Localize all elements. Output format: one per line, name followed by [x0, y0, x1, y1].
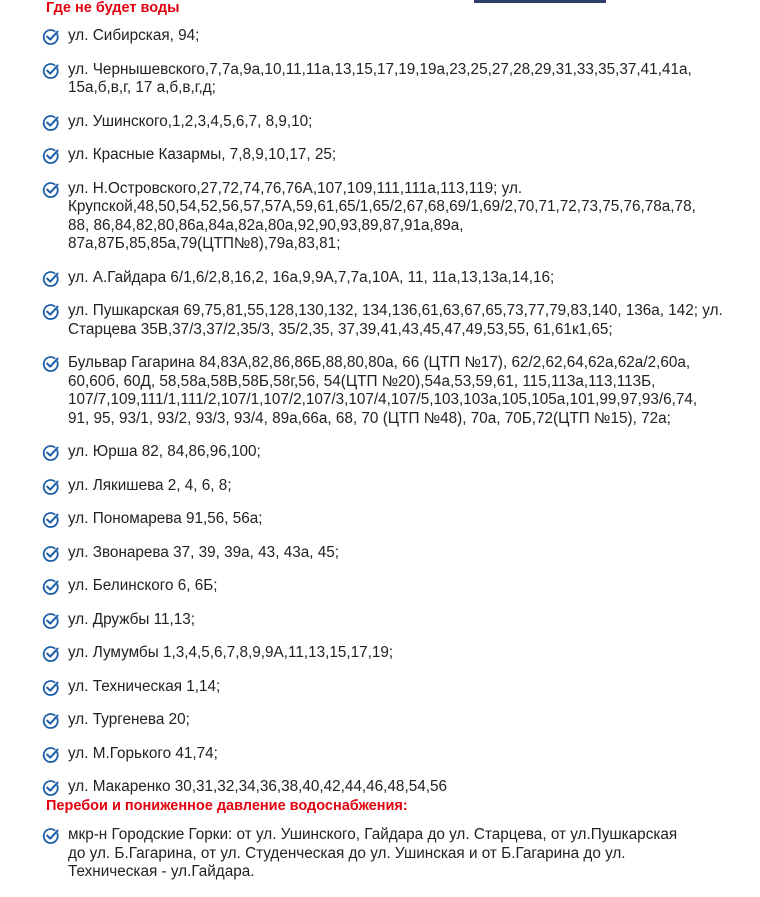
- address-text-line: 107/7,109,111/1,111/2,107/1,107/2,107/3,107/4,107/5,103,103а,105,105а,101,99,97,93/6,74,: [68, 391, 698, 408]
- address-list-no-water: [42, 27, 754, 812]
- address-item: [42, 745, 754, 764]
- check-circle-icon: [42, 612, 60, 630]
- address-text-line: ул. Юрша 82, 84,86,96,100;: [68, 443, 261, 460]
- address-list-interruptions: [42, 826, 754, 897]
- top-accent-bar: [474, 0, 606, 3]
- check-circle-icon: [42, 746, 60, 764]
- address-text-line: 91, 95, 93/1, 93/2, 93/3, 93/4, 89а,66а, 68, 70 (ЦТП №48), 70а, 70Б,72(ЦТП №15), 72а;: [68, 409, 671, 427]
- check-circle-icon: [42, 444, 60, 462]
- address-text-line: Крупской,48,50,54,52,56,57,57А,59,61,65/1,65/2,67,68,69/1,69/2,70,71,72,73,75,76,78а,78,: [68, 198, 696, 215]
- address-text-line: ул. Сибирская, 94;: [68, 27, 200, 44]
- address-item: [42, 27, 754, 46]
- address-text-line: до ул. Б.Гагарина, от ул. Студенческая до ул. Ушинская и от Б.Гагарина до ул.: [68, 844, 626, 862]
- section-title-interruptions: Перебои и пониженное давление водоснабжения:: [46, 798, 408, 814]
- address-text-line: ул. Тургенева 20;: [68, 711, 190, 728]
- address-item: [42, 826, 754, 882]
- check-circle-icon: [42, 114, 60, 132]
- address-text-line: ул. Лякишева 2, 4, 6, 8;: [68, 476, 232, 494]
- address-text-line: Старцева 35В,37/3,37/2,35/3, 35/2,35, 37,39,41,43,45,47,49,53,55, 61,61к1,65;: [68, 320, 613, 338]
- check-circle-icon: [42, 303, 60, 321]
- address-item: [42, 180, 754, 254]
- address-text-line: ул. Пушкарская 69,75,81,55,128,130,132, 134,136,61,63,67,65,73,77,79,83,140, 136а, 142; ул.: [68, 302, 723, 319]
- address-text-line: 15а,б,в,г, 17 а,б,в,г,д;: [68, 79, 216, 96]
- address-text-line: ул. Лумумбы 1,3,4,5,6,7,8,9,9А,11,13,15,17,19;: [68, 644, 394, 661]
- address-text-line: мкр-н Городские Горки: от ул. Ушинского, Гайдара до ул. Старцева, от ул.Пушкарская: [68, 826, 678, 843]
- address-text-line: Бульвар Гагарина 84,83А,82,86,86Б,88,80,80а, 66 (ЦТП №17), 62/2,62,64,62а,62а/2,60а,: [68, 354, 691, 371]
- check-circle-icon: [42, 827, 60, 845]
- address-item: [42, 711, 754, 730]
- address-text-line: ул. Техническая 1,14;: [68, 677, 221, 695]
- address-item: [42, 644, 754, 663]
- address-item: [42, 510, 754, 529]
- check-circle-icon: [42, 355, 60, 373]
- address-text-line: ул. Ушинского,1,2,3,4,5,6,7, 8,9,10;: [68, 112, 313, 130]
- section-title-no-water: Где не будет воды: [46, 0, 180, 16]
- address-item: [42, 477, 754, 496]
- address-item: [42, 113, 754, 132]
- check-circle-icon: [42, 478, 60, 496]
- address-text-line: ул. Белинского 6, 6Б;: [68, 577, 218, 594]
- check-circle-icon: [42, 578, 60, 596]
- check-circle-icon: [42, 270, 60, 288]
- address-item: [42, 302, 754, 339]
- address-item: [42, 544, 754, 563]
- address-text-line: ул. А.Гайдара 6/1,6/2,8,16,2, 16а,9,9А,7,7а,10А, 11, 11а,13,13а,14,16;: [68, 268, 555, 286]
- check-circle-icon: [42, 779, 60, 797]
- check-circle-icon: [42, 712, 60, 730]
- address-text-line: 88, 86,84,82,80,86а,84а,82а,80а,92,90,93,89,87,91а,89а,: [68, 216, 464, 234]
- address-text-line: ул. Н.Островского,27,72,74,76,76А,107,109,111,111а,113,119; ул.: [68, 179, 523, 197]
- check-circle-icon: [42, 679, 60, 697]
- address-item: [42, 778, 754, 797]
- address-text-line: ул. Дружбы 11,13;: [68, 610, 196, 628]
- address-text-line: ул. Пономарева 91,56, 56а;: [68, 510, 263, 527]
- address-item: [42, 146, 754, 165]
- address-text-line: 87а,87Б,85,85а,79(ЦТП№8),79а,83,81;: [68, 235, 341, 252]
- address-item: [42, 611, 754, 630]
- check-circle-icon: [42, 545, 60, 563]
- check-circle-icon: [42, 147, 60, 165]
- address-text-line: ул. Красные Казармы, 7,8,9,10,17, 25;: [68, 146, 337, 163]
- address-text-line: ул. Макаренко 30,31,32,34,36,38,40,42,44,46,48,54,56: [68, 778, 447, 795]
- check-circle-icon: [42, 181, 60, 199]
- address-text-line: Техническая - ул.Гайдара.: [68, 863, 255, 880]
- check-circle-icon: [42, 28, 60, 46]
- address-item: [42, 443, 754, 462]
- address-item: [42, 61, 754, 98]
- address-item: [42, 269, 754, 288]
- check-circle-icon: [42, 511, 60, 529]
- check-circle-icon: [42, 645, 60, 663]
- address-item: [42, 678, 754, 697]
- address-text-line: ул. М.Горького 41,74;: [68, 744, 218, 762]
- address-text-line: 60,60б, 60Д, 58,58а,58В,58Б,58г,56, 54(ЦТП №20),54а,53,59,61, 115,113а,113,113Б,: [68, 372, 656, 390]
- address-text-line: ул. Чернышевского,7,7а,9а,10,11,11а,13,15,17,19,19а,23,25,27,28,29,31,33,35,37,41,41а,: [68, 60, 692, 78]
- check-circle-icon: [42, 62, 60, 80]
- address-text-line: ул. Звонарева 37, 39, 39а, 43, 43а, 45;: [68, 543, 339, 561]
- address-item: [42, 354, 754, 428]
- address-item: [42, 577, 754, 596]
